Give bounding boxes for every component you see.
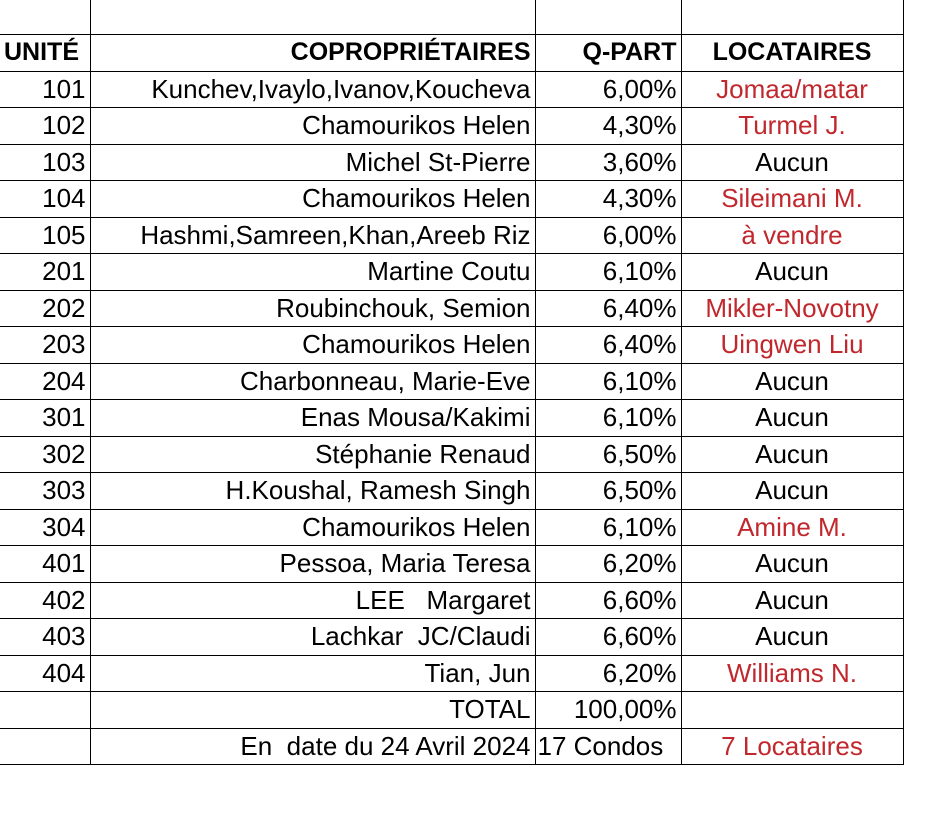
owner-cell: Enas Mousa/Kakimi	[90, 400, 535, 437]
unit-cell: 203	[0, 327, 90, 364]
qpart-cell: 6,10%	[535, 254, 681, 291]
blank-cell	[681, 692, 903, 729]
tenant-cell: Jomaa/matar	[681, 71, 903, 108]
table-row	[0, 290, 903, 327]
total-label: TOTAL	[90, 692, 535, 729]
owner-cell: Stéphanie Renaud	[90, 436, 535, 473]
unit-cell: 201	[0, 254, 90, 291]
qpart-cell: 6,40%	[535, 327, 681, 364]
owner-cell: LEE Margaret	[90, 582, 535, 619]
unit-cell: 202	[0, 290, 90, 327]
table-row	[0, 363, 903, 400]
unit-cell: 303	[0, 473, 90, 510]
tenant-cell: Aucun	[681, 363, 903, 400]
owner-cell: Roubinchouk, Semion	[90, 290, 535, 327]
tenant-cell: Mikler-Novotny	[681, 290, 903, 327]
table-row	[0, 582, 903, 619]
table-row	[0, 655, 903, 692]
unit-cell: 204	[0, 363, 90, 400]
owner-cell: Michel St-Pierre	[90, 144, 535, 181]
tenant-cell: Aucun	[681, 436, 903, 473]
tenant-cell: Aucun	[681, 619, 903, 656]
tenant-cell: Uingwen Liu	[681, 327, 903, 364]
table-row	[0, 619, 903, 656]
blank-top-row	[0, 0, 903, 35]
tenant-cell: Aucun	[681, 144, 903, 181]
qpart-cell: 6,50%	[535, 436, 681, 473]
owner-cell: Hashmi,Samreen,Khan,Areeb Riz	[90, 217, 535, 254]
tenant-cell: Sileimani M.	[681, 181, 903, 218]
table-row	[0, 327, 903, 364]
table-row	[0, 509, 903, 546]
tenant-cell: à vendre	[681, 217, 903, 254]
unit-cell: 105	[0, 217, 90, 254]
table-row	[0, 400, 903, 437]
unit-cell: 302	[0, 436, 90, 473]
qpart-cell: 6,10%	[535, 400, 681, 437]
blank-cell	[0, 728, 90, 765]
tenant-cell: Aucun	[681, 254, 903, 291]
table-row	[0, 71, 903, 108]
owner-cell: Martine Coutu	[90, 254, 535, 291]
header-owners: COPROPRIÉTAIRES	[90, 35, 535, 72]
owner-cell: Pessoa, Maria Teresa	[90, 546, 535, 583]
owner-cell: Chamourikos Helen	[90, 181, 535, 218]
tenant-cell: Amine M.	[681, 509, 903, 546]
qpart-cell: 6,60%	[535, 582, 681, 619]
unit-cell: 101	[0, 71, 90, 108]
qpart-cell: 6,60%	[535, 619, 681, 656]
qpart-cell: 3,60%	[535, 144, 681, 181]
blank-cell	[0, 692, 90, 729]
unit-cell: 102	[0, 108, 90, 145]
date-label: En date du 24 Avril 2024	[90, 728, 535, 765]
header-qpart: Q-PART	[535, 35, 681, 72]
blank-cell	[681, 0, 903, 35]
unit-cell: 403	[0, 619, 90, 656]
table-row	[0, 546, 903, 583]
tenant-cell: Williams N.	[681, 655, 903, 692]
unit-cell: 104	[0, 181, 90, 218]
unit-cell: 401	[0, 546, 90, 583]
condos-count: 17 Condos	[535, 728, 681, 765]
qpart-cell: 6,10%	[535, 509, 681, 546]
unit-cell: 304	[0, 509, 90, 546]
qpart-cell: 6,50%	[535, 473, 681, 510]
qpart-cell: 6,00%	[535, 217, 681, 254]
unit-cell: 103	[0, 144, 90, 181]
qpart-cell: 4,30%	[535, 108, 681, 145]
header-unit: UNITÉ	[0, 35, 90, 72]
total-qpart: 100,00%	[535, 692, 681, 729]
qpart-cell: 4,30%	[535, 181, 681, 218]
unit-cell: 402	[0, 582, 90, 619]
table-row	[0, 473, 903, 510]
header-tenants: LOCATAIRES	[681, 35, 903, 72]
tenant-cell: Aucun	[681, 582, 903, 619]
table-row	[0, 108, 903, 145]
unit-cell: 301	[0, 400, 90, 437]
table-row	[0, 217, 903, 254]
tenant-cell: Aucun	[681, 546, 903, 583]
tenant-cell: Aucun	[681, 400, 903, 437]
table-row	[0, 436, 903, 473]
tenants-count: 7 Locataires	[681, 728, 903, 765]
owner-cell: Chamourikos Helen	[90, 108, 535, 145]
blank-cell	[90, 0, 535, 35]
table-row	[0, 181, 903, 218]
qpart-cell: 6,00%	[535, 71, 681, 108]
owner-cell: Tian, Jun	[90, 655, 535, 692]
table-row	[0, 144, 903, 181]
qpart-cell: 6,10%	[535, 363, 681, 400]
tenant-cell: Aucun	[681, 473, 903, 510]
owner-cell: Lachkar JC/Claudi	[90, 619, 535, 656]
owner-cell: Chamourikos Helen	[90, 327, 535, 364]
qpart-cell: 6,20%	[535, 546, 681, 583]
blank-cell	[0, 0, 90, 35]
unit-cell: 404	[0, 655, 90, 692]
header-row	[0, 35, 903, 72]
footer-row	[0, 728, 903, 765]
blank-cell	[535, 0, 681, 35]
table-row	[0, 254, 903, 291]
tenant-cell: Turmel J.	[681, 108, 903, 145]
owner-cell: Chamourikos Helen	[90, 509, 535, 546]
total-row	[0, 692, 903, 729]
qpart-cell: 6,40%	[535, 290, 681, 327]
owner-cell: Charbonneau, Marie-Eve	[90, 363, 535, 400]
qpart-cell: 6,20%	[535, 655, 681, 692]
owner-cell: H.Koushal, Ramesh Singh	[90, 473, 535, 510]
owner-cell: Kunchev,Ivaylo,Ivanov,Koucheva	[90, 71, 535, 108]
